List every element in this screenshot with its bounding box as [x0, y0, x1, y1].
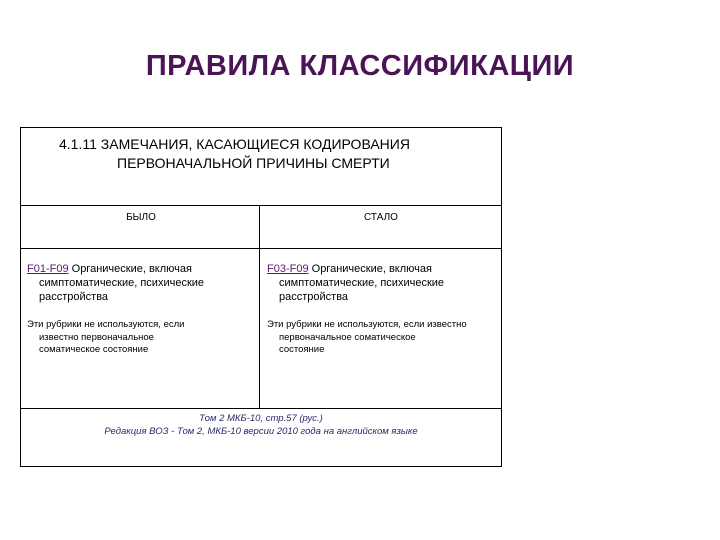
was-note-line-2: известно первоначальное	[39, 331, 154, 343]
was-code-link[interactable]: F01-F09	[27, 263, 69, 275]
source-reference-line-1: Том 2 МКБ-10, стр.57 (рус.)	[199, 413, 323, 424]
now-code-text-line-2: симптоматические, психические	[279, 277, 445, 289]
source-reference-line-2: Редакция ВОЗ - Том 2, МКБ-10 версии 2010 года на английском языке	[104, 426, 418, 437]
column-divider	[259, 206, 260, 408]
footer-divider	[21, 408, 501, 409]
column-header-was: БЫЛО	[126, 212, 156, 223]
was-code-entry	[27, 262, 204, 304]
rules-table	[20, 127, 502, 467]
now-code-text-line-1: Органические, включая	[308, 263, 432, 275]
now-note-line-3: состояние	[279, 344, 325, 355]
was-note-line-1: Эти рубрики не используются, если	[27, 319, 185, 330]
was-code-text-line-2: симптоматические, психические	[39, 277, 205, 289]
was-code-text-line-1: Органические, включая	[68, 263, 192, 275]
was-note-line-3: соматическое состояние	[39, 344, 149, 355]
now-code-link[interactable]: F03-F09	[267, 263, 309, 275]
table-header-line-2: ПЕРВОНАЧАЛЬНОЙ ПРИЧИНЫ СМЕРТИ	[117, 155, 390, 171]
now-note-line-2: первоначальное соматическое	[279, 331, 416, 343]
now-note	[267, 319, 467, 357]
column-header-divider	[21, 248, 501, 249]
table-header-line-1: 4.1.11 ЗАМЕЧАНИЯ, КАСАЮЩИЕСЯ КОДИРОВАНИЯ	[59, 136, 410, 152]
table-header-cell	[21, 128, 501, 206]
now-note-line-1: Эти рубрики не используются, если известно	[267, 319, 467, 330]
now-code-entry	[267, 262, 444, 304]
was-note	[27, 319, 184, 357]
column-header-now: СТАЛО	[364, 212, 398, 223]
was-code-text-line-3: расстройства	[39, 291, 109, 303]
slide-title: ПРАВИЛА КЛАССИФИКАЦИИ	[145, 50, 575, 82]
now-code-text-line-3: расстройства	[279, 291, 349, 303]
